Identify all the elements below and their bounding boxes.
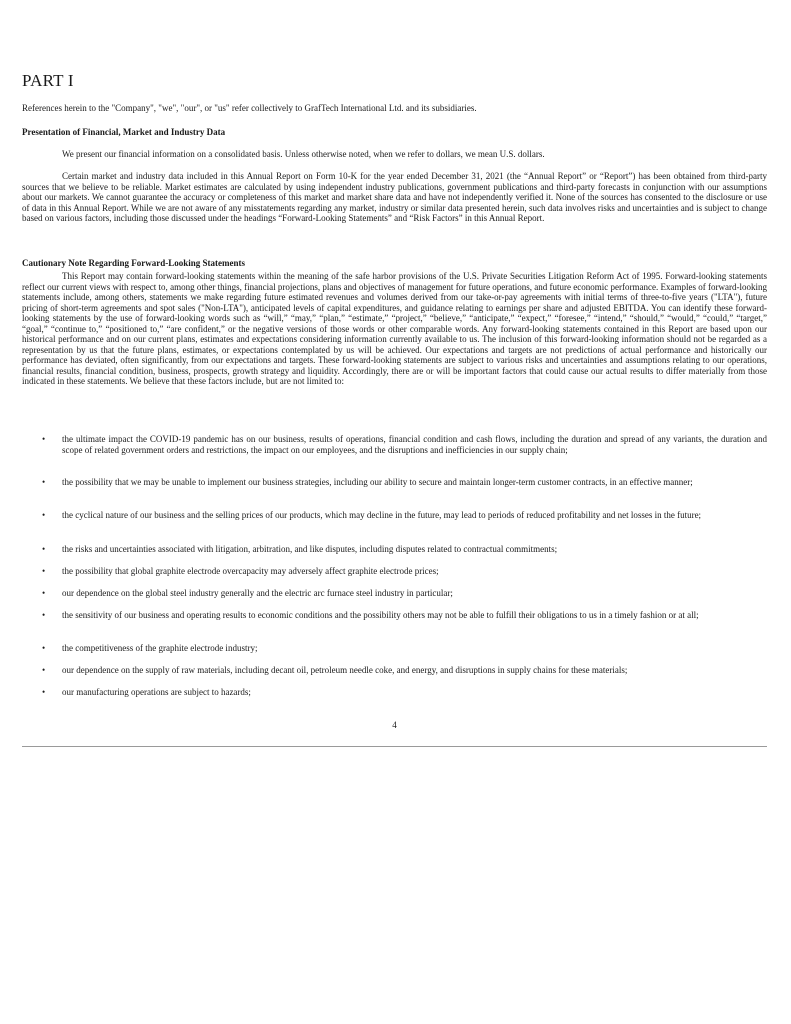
bullet-icon: • bbox=[42, 643, 46, 653]
list-item-text: our manufacturing operations are subject to hazards; bbox=[62, 687, 251, 697]
part-title: PART I bbox=[22, 71, 74, 90]
list-item-text: our dependence on the supply of raw materials, including decant oil, petroleum needle coke, and energy, and disruptions in supply chains for these materials; bbox=[62, 665, 628, 675]
paragraph-market-data: Certain market and industry data included in this Annual Report on Form 10-K for the year ended December 31, 2021 (the “Annual Report” or “Report”) has been obtained from third-party sources that we believe to be reliable. Market estimates are calculated by using independent industry publications, government publications and third-party forecasts in conjunction with our assumptions about our markets. We cannot guarantee the accuracy or completeness of this market and market share data and have not independently verified it. None of the sources has consented to the disclosure or use of data in this Annual Report. While we are not aware of any misstatements regarding any market, industry or similar data presented herein, such data involves risks and uncertainties and is subject to change based on various factors, including those discussed under the headings “Forward-Looking Statements” and “Risk Factors” in this Annual Report. bbox=[22, 171, 767, 223]
list-item-text: the risks and uncertainties associated with litigation, arbitration, and like disputes, including disputes related to contractual commitments; bbox=[62, 544, 558, 554]
list-item-text: the cyclical nature of our business and the selling prices of our products, which may decline in the future, may lead to periods of reduced profitability and net losses in the future; bbox=[62, 510, 702, 520]
bullet-icon: • bbox=[42, 588, 46, 598]
list-item-text: the sensitivity of our business and operating results to economic conditions and the possibility others may not be able to fulfill their obligations to us in a timely fashion or at all; bbox=[62, 610, 699, 620]
bullet-icon: • bbox=[42, 687, 46, 697]
list-item-text: the possibility that we may be unable to implement our business strategies, including our ability to secure and maintain longer-term customer contracts, in an effective manner; bbox=[62, 477, 693, 487]
bullet-icon: • bbox=[42, 566, 46, 576]
bullet-icon: • bbox=[42, 610, 46, 620]
list-item-text: the ultimate impact the COVID-19 pandemic has on our business, results of operations, financial condition and cash flows, including the duration and spread of any variants, the duration and scope of related government orders and restrictions, the impact on our employees, and the disruptions and inefficiencies in our supply chain; bbox=[62, 434, 767, 455]
section-heading-presentation: Presentation of Financial, Market and Industry Data bbox=[22, 127, 226, 137]
page-divider bbox=[22, 746, 767, 747]
bullet-icon: • bbox=[42, 510, 46, 520]
bullet-icon: • bbox=[42, 665, 46, 675]
section-heading-forward-looking: Cautionary Note Regarding Forward-Looking Statements bbox=[22, 258, 245, 268]
bullet-icon: • bbox=[42, 544, 46, 554]
list-item-text: our dependence on the global steel industry generally and the electric arc furnace steel industry in particular; bbox=[62, 588, 453, 598]
page-number: 4 bbox=[392, 720, 397, 730]
intro-paragraph: References herein to the "Company", "we", "our", or "us" refer collectively to GrafTech International Ltd. and its subsidiaries. bbox=[22, 103, 477, 113]
list-item-text: the possibility that global graphite electrode overcapacity may adversely affect graphite electrode prices; bbox=[62, 566, 439, 576]
paragraph-financial-info: We present our financial information on a consolidated basis. Unless otherwise noted, when we refer to dollars, we mean U.S. dollars. bbox=[62, 149, 545, 159]
bullet-icon: • bbox=[42, 477, 46, 487]
list-item-text: the competitiveness of the graphite electrode industry; bbox=[62, 643, 258, 653]
paragraph-forward-looking: This Report may contain forward-looking statements within the meaning of the safe harbor provisions of the U.S. Private Securities Litigation Reform Act of 1995. Forward-looking statements reflect our current views with respect to, among other things, financial projections, plans and objectives of management for future operations, and future economic performance. Examples of forward-looking statements include, among others, statements we make regarding future estimated revenues and volumes derived from our take-or-pay agreements with initial terms of three-to-five years ("LTA"), future pricing of short-term agreements and spot sales ("Non-LTA"), anticipated levels of capital expenditures, and guidance relating to earnings per share and adjusted EBITDA. You can identify these forward-looking statements by the use of forward-looking words such as “will,” “may,” “plan,” “estimate,” “project,” “believe,” “anticipate,” “expect,” “foresee,” “intend,” “should,” “would,” “could,” “target,” “goal,” “continue to,” “positioned to,” “are confident,” or the negative versions of those words or other comparable words. Any forward-looking statements contained in this Report are based upon our historical performance and on our current plans, estimates and expectations considering information currently available to us. The inclusion of this forward-looking information should not be regarded as a representation by us that the future plans, estimates, or expectations contemplated by us will be achieved. Our expectations and targets are not predictions of actual performance and historically our performance has deviated, often significantly, from our expectations and targets. These forward-looking statements are subject to various risks and uncertainties and assumptions relating to our operations, financial results, financial condition, business, prospects, growth strategy and liquidity. Accordingly, there are or will be important factors that could cause our actual results to differ materially from those indicated in these statements. We believe that these factors include, but are not limited to: bbox=[22, 271, 767, 386]
bullet-icon: • bbox=[42, 434, 46, 444]
